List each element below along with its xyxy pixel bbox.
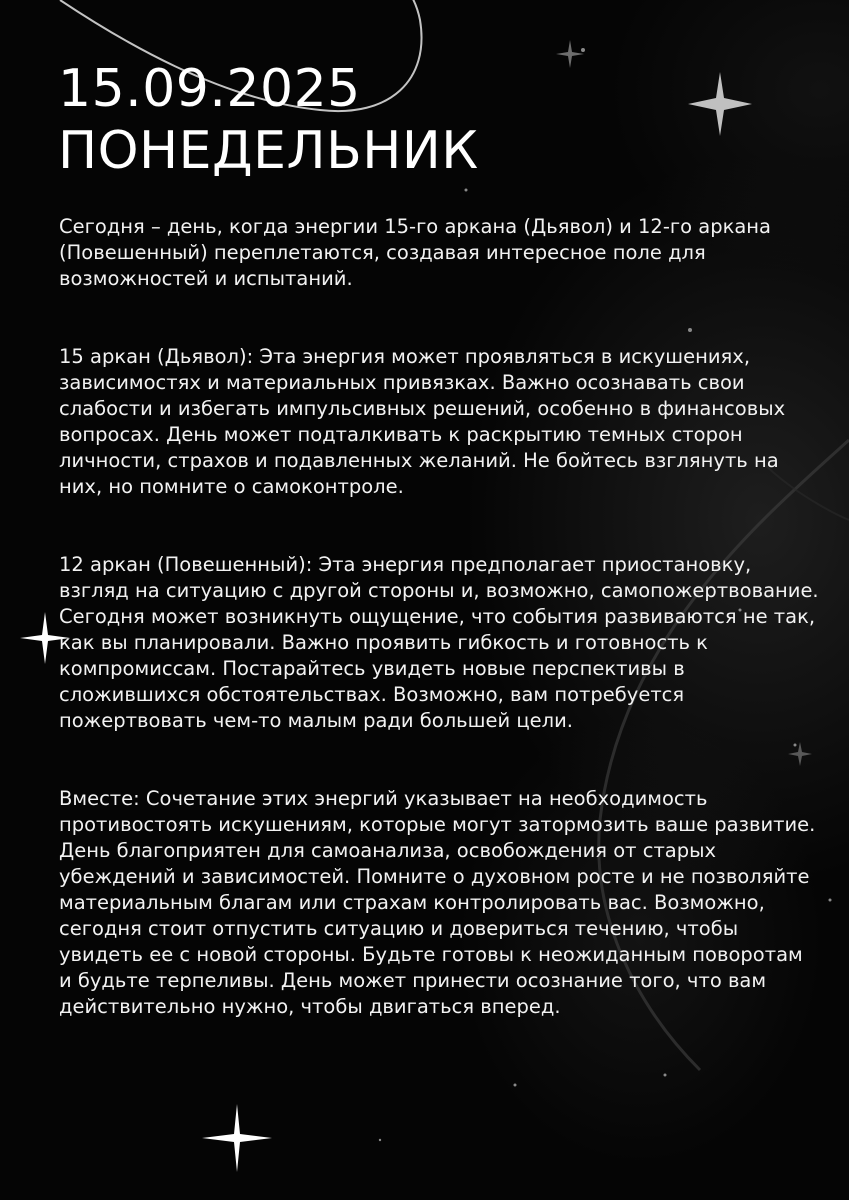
sparkle-star-icon [688, 72, 752, 136]
page-title [58, 58, 479, 182]
sparkle-star-icon [556, 40, 584, 68]
paragraph-arcana-15: 15 аркан (Дьявол): Эта энергия может проявляться в искушениях, зависимостях и материальных привязках. Важно осознавать свои слабости и избегать импульсивных решений, особенно в финансовых вопросах. День может подталкивать к раскрытию темных сторон личности, страхов и подавленных желаний. Не бойтесь взглянуть на них, но помните о самоконтроле. [59, 345, 786, 498]
date-heading: 15.09.2025 [58, 59, 361, 119]
paragraph-together: Вместе: Сочетание этих энергий указывает на необходимость противостоять искушениям, которые могут затормозить ваше развитие. День благоприятен для самоанализа, освобождения от старых убеждений и зависимостей. Помните о духовном росте и не позволяйте материальным благам или страхам контролировать вас. Возможно, сегодня стоит отпустить ситуацию и довериться течению, чтобы увидеть ее с новой стороны. Будьте готовы к неожиданным поворотам и будьте терпеливы. День может принести осознание того, что вам действительно нужно, чтобы двигаться вперед. [59, 787, 816, 1018]
weekday-heading: ПОНЕДЕЛЬНИК [58, 121, 479, 181]
forecast-text [59, 214, 819, 1020]
paragraph-arcana-12: 12 аркан (Повешенный): Эта энергия предполагает приостановку, взгляд на ситуацию с другой стороны и, возможно, самопожертвование. Сегодня может возникнуть ощущение, что события развиваются не так, как вы планировали. Важно проявить гибкость и готовность к компромиссам. Постарайтесь увидеть новые перспективы в сложившихся обстоятельствах. Возможно, вам потребуется пожертвовать чем-то малым ради большей цели. [59, 553, 819, 732]
paragraph-intro: Сегодня – день, когда энергии 15-го аркана (Дьявол) и 12-го аркана (Повешенный) переплетаются, создавая интересное поле для возможностей и испытаний. [59, 215, 771, 290]
sparkle-star-icon [202, 1104, 272, 1172]
